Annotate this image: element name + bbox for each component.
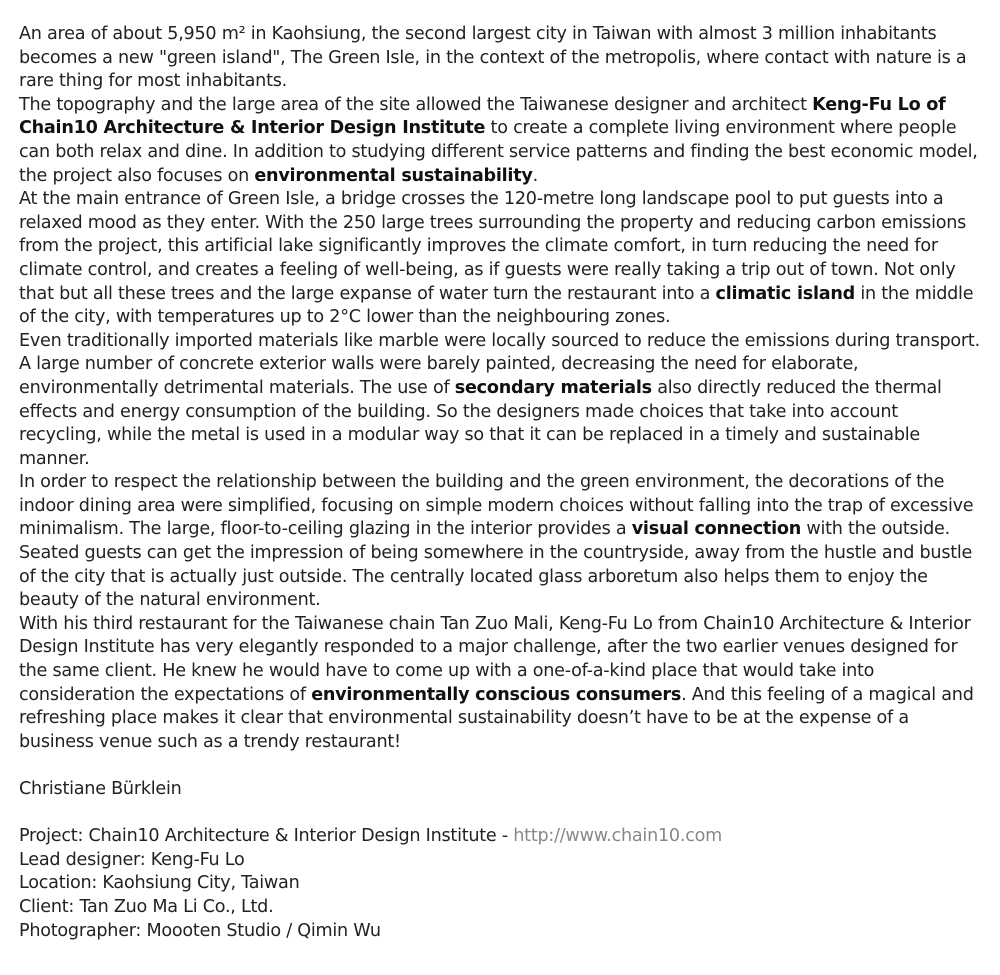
paragraph-conclusion <box>19 613 981 755</box>
article-body <box>19 23 981 943</box>
paragraph-entrance-text: in the middle of the city, with temperatures up to 2°C lower than the neighbouring zones. <box>19 283 974 328</box>
credit-project <box>19 825 981 849</box>
visual-connection-bold: visual connection <box>631 519 801 540</box>
paragraph-interior-text: with the outside. Seated guests can get the impression of being somewhere in the countryside, away from the hustle and bustle of the city that is actually just outside. The centrally located glass arboretum also helps them to enjoy the beauty of the natural environment. <box>19 519 973 611</box>
paragraph-designer <box>19 94 981 188</box>
author-name: Christiane Bürklein <box>19 779 182 799</box>
credit-photographer: Photographer: Moooten Studio / Qimin Wu <box>19 920 381 941</box>
secondary-materials-bold: secondary materials <box>454 377 652 398</box>
paragraph-conclusion-text: With his third restaurant for the Taiwanese chain Tan Zuo Mali, Keng-Fu Lo from Chain10 Architecture & Interior Design Institute has very elegantly responded to a major challenge, after the two earlier venues designed for the same client. He knew he would have to come up with a one-of-a-kind place that would take into consideration the expectations of <box>19 613 971 705</box>
paragraph-interior <box>19 471 981 613</box>
paragraph-materials-text: Even traditionally imported materials like marble were locally sourced to reduce the emissions during transport. A large number of concrete exterior walls were barely painted, decreasing the need for elaborate, environmentally detrimental materials. The use of <box>19 330 980 398</box>
credit-location: Location: Kaohsiung City, Taiwan <box>19 873 300 894</box>
conscious-consumers-bold: environmentally conscious consumers <box>311 684 682 705</box>
spacer <box>19 802 981 826</box>
paragraph-materials <box>19 330 981 472</box>
paragraph-intro <box>19 23 981 94</box>
credit-lead-designer: Lead designer: Keng-Fu Lo <box>19 849 245 870</box>
credit-project-label: Project: Chain10 Architecture & Interior Design Institute - <box>19 826 514 847</box>
spacer <box>19 754 981 778</box>
credit-client: Client: Tan Zuo Ma Li Co., Ltd. <box>19 896 274 917</box>
climatic-island-bold: climatic island <box>715 283 855 304</box>
paragraph-intro-text: An area of about 5,950 m² in Kaohsiung, the second largest city in Taiwan with almost 3 million inhabitants becomes a new "green island", The Green Isle, in the context of the metropolis, where contact with nature is a rare thing for most inhabitants. <box>19 24 967 92</box>
paragraph-entrance <box>19 188 981 330</box>
paragraph-conclusion-text: . And this feeling of a magical and refreshing place makes it clear that environmental sustainability doesn’t have to be at the expense of a business venue such as a trendy restaurant! <box>19 684 974 752</box>
paragraph-designer-text: to create a complete living environment where people can both relax and dine. In addition to studying different service patterns and finding the best economic model, the project also focuses on <box>19 118 978 186</box>
paragraph-designer-text: The topography and the large area of the site allowed the Taiwanese designer and architect <box>19 94 813 115</box>
paragraph-designer-text: . <box>532 165 538 186</box>
sustainability-bold: environmental sustainability <box>254 165 533 186</box>
project-website-link[interactable]: http://www.chain10.com <box>513 826 723 847</box>
paragraph-entrance-text: At the main entrance of Green Isle, a bridge crosses the 120-metre long landscape pool to put guests into a relaxed mood as they enter. With the 250 large trees surrounding the property and reducing carbon emissions from the project, this artificial lake significantly improves the climate comfort, in turn reducing the need for climate control, and creates a feeling of well-being, as if guests were really taking a trip out of town. Not only that but all these trees and the large expanse of water turn the restaurant into a <box>19 189 967 304</box>
paragraph-materials-text: also directly reduced the thermal effects and energy consumption of the building. So the designers made choices that take into account recycling, while the metal is used in a modular way so that it can be replaced in a timely and sustainable manner. <box>19 377 942 469</box>
paragraph-interior-text: In order to respect the relationship between the building and the green environment, the decorations of the indoor dining area were simplified, focusing on simple modern choices without falling into the trap of excessive minimalism. The large, floor-to-ceiling glazing in the interior provides a <box>19 472 974 540</box>
designer-name-bold: Keng-Fu Lo of Chain10 Architecture & Interior Design Institute <box>19 94 946 139</box>
